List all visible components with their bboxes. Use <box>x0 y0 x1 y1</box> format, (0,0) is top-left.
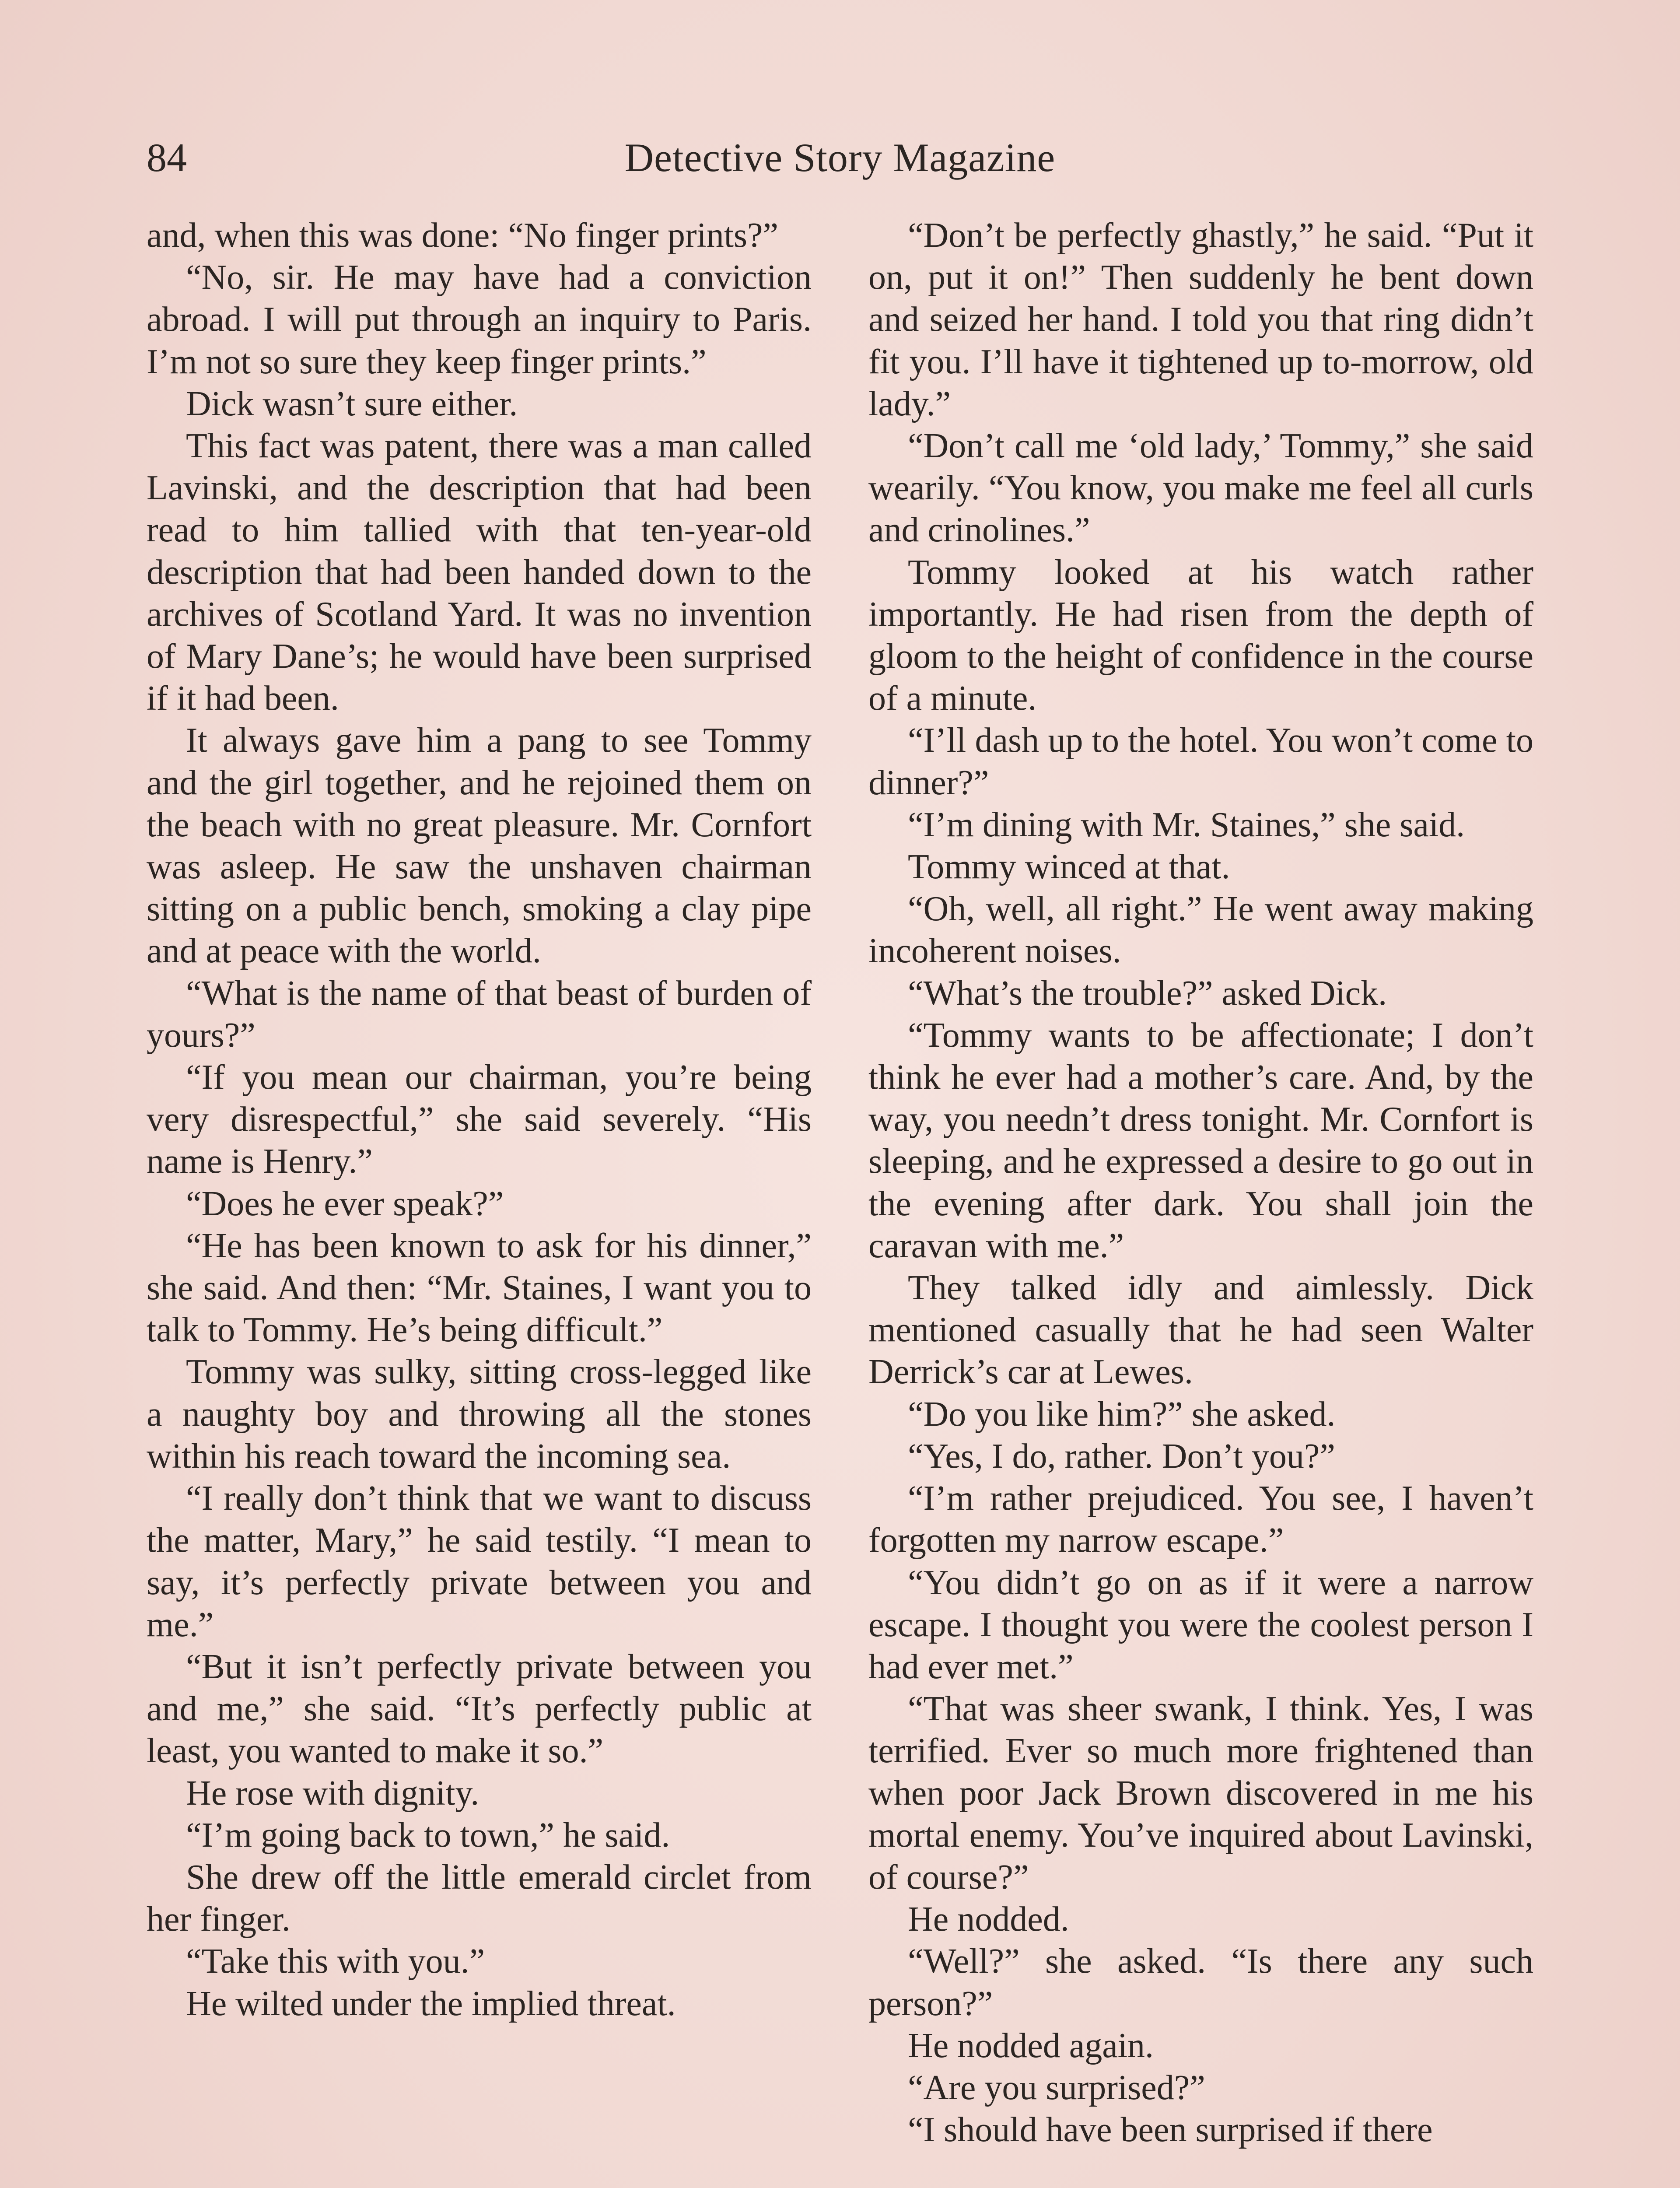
paragraph: “But it isn’t perfectly private between you and me,” she said. “It’s perfectly public at least, you wanted to make it so.” <box>147 1647 812 1771</box>
text-columns <box>147 214 1533 2188</box>
paragraph: “I’m rather prejudiced. You see, I haven’t forgotten my narrow escape.” <box>868 1479 1533 1560</box>
paragraph: and, when this was done: “No finger prints?” <box>147 216 779 255</box>
paragraph: “What’s the trouble?” asked Dick. <box>908 974 1387 1013</box>
paragraph: Dick wasn’t sure either. <box>186 384 518 423</box>
paragraph: “Does he ever speak?” <box>186 1184 504 1223</box>
paragraph: “I’m dining with Mr. Staines,” she said. <box>908 805 1465 844</box>
paragraph: “If you mean our chairman, you’re being very disrespectful,” she said severely. “His name is Henry.” <box>147 1058 812 1181</box>
right-column <box>868 214 1533 2188</box>
paragraph: “Yes, I do, rather. Don’t you?” <box>908 1437 1335 1476</box>
page-header <box>147 127 1533 188</box>
paragraph: “I’ll dash up to the hotel. You won’t come to dinner?” <box>868 721 1533 802</box>
paragraph: “Tommy wants to be affectionate; I don’t think he ever had a mother’s care. And, by the way, you needn’t dress tonight. Mr. Cornfort is sleeping, and he expressed a desire to go out in the evening after dark. You shall join the caravan with me.” <box>868 1016 1533 1265</box>
paragraph: “I should have been surprised if there <box>908 2111 1433 2149</box>
paragraph: “He has been known to ask for his dinner,” she said. And then: “Mr. Staines, I want you to talk to Tommy. He’s being difficult.” <box>147 1226 812 1350</box>
paragraph: They talked idly and aimlessly. Dick mentioned casually that he had seen Walter Derrick’s car at Lewes. <box>868 1269 1533 1392</box>
paragraph: “Oh, well, all right.” He went away making incoherent noises. <box>868 890 1533 971</box>
paragraph: “Do you like him?” she asked. <box>908 1395 1336 1434</box>
running-title: Detective Story Magazine <box>624 135 1056 180</box>
page-number: 84 <box>147 135 187 180</box>
paragraph: “That was sheer swank, I think. Yes, I was terrified. Ever so much more frightened than when poor Jack Brown discovered in me his mortal enemy. You’ve inquired about Lavinski, of course?” <box>868 1690 1533 1897</box>
paragraph: He nodded. <box>908 1900 1069 1939</box>
paragraph: She drew off the little emerald circlet from her finger. <box>147 1858 812 1939</box>
paragraph: “What is the name of that beast of burden of yours?” <box>147 974 812 1055</box>
paragraph: He nodded again. <box>908 2026 1154 2065</box>
paragraph: He wilted under the implied threat. <box>186 1984 676 2023</box>
paragraph: “Don’t call me ‘old lady,’ Tommy,” she said wearily. “You know, you make me feel all curls and crinolines.” <box>868 427 1533 550</box>
paragraph: Tommy was sulky, sitting cross-legged like a naughty boy and throwing all the stones within his reach toward the incoming sea. <box>147 1353 812 1476</box>
paragraph: This fact was patent, there was a man called Lavinski, and the description that had been read to him tallied with that ten-year-old description that had been handed down to the archives of Scotland Yard. It was no invention of Mary Dane’s; he would have been surprised if it had been. <box>147 427 812 718</box>
paragraph: “Well?” she asked. “Is there any such person?” <box>868 1942 1533 2023</box>
paragraph: Tommy winced at that. <box>908 848 1230 887</box>
paragraph: “Don’t be perfectly ghastly,” he said. “Put it on, put it on!” Then suddenly he bent down and seized her hand. I told you that ring didn’t fit you. I’ll have it tightened up to-morrow, old lady.” <box>868 216 1533 423</box>
paragraph: “Take this with you.” <box>186 1942 485 1981</box>
paragraph: It always gave him a pang to see Tommy and the girl together, and he rejoined them on the beach with no great pleasure. Mr. Cornfort was asleep. He saw the unshaven chairman sitting on a public bench, smoking a clay pipe and at peace with the world. <box>147 721 812 971</box>
paragraph: He rose with dignity. <box>186 1774 480 1813</box>
paragraph: “You didn’t go on as if it were a narrow escape. I thought you were the coolest person I had ever met.” <box>868 1563 1533 1686</box>
paragraph: “I really don’t think that we want to discuss the matter, Mary,” he said testily. “I mean to say, it’s perfectly private between you and me.” <box>147 1479 812 1644</box>
paragraph: Tommy looked at his watch rather importantly. He had risen from the depth of gloom to the height of confidence in the course of a minute. <box>868 553 1533 718</box>
paragraph: “Are you surprised?” <box>908 2068 1205 2107</box>
paragraph: “I’m going back to town,” he said. <box>186 1816 670 1855</box>
paragraph: “No, sir. He may have had a conviction abroad. I will put through an inquiry to Paris. I’m not so sure they keep finger prints.” <box>147 258 812 381</box>
left-column <box>147 214 812 2188</box>
